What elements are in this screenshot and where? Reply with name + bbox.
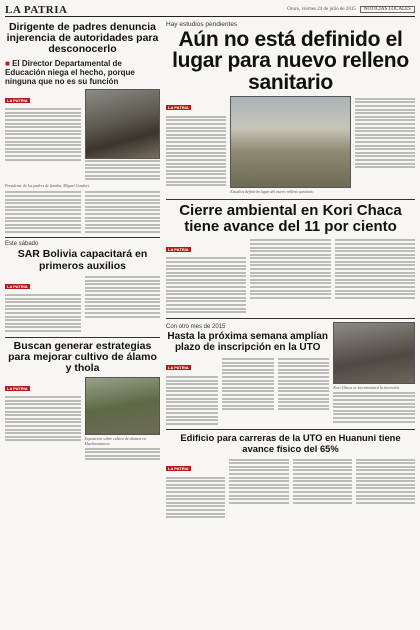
story-tag: LA PATRIA xyxy=(7,97,28,103)
right-column xyxy=(166,20,415,520)
body-text xyxy=(229,457,288,520)
story-deck: ■ El Director Departamental de Educación niega el hecho, porque ninguna que no es su función xyxy=(5,59,135,87)
story-tag: LA PATRIA xyxy=(7,385,28,391)
story-sar xyxy=(5,241,160,333)
story-edificio xyxy=(166,433,415,519)
story-headline: SAR Bolivia capacitará en primeros auxilios xyxy=(17,248,148,272)
story-photo xyxy=(230,96,351,188)
body-text xyxy=(5,190,81,235)
body-text xyxy=(356,457,415,520)
body-text xyxy=(85,190,161,235)
story-kori-chaca xyxy=(166,203,415,315)
photo-caption: Kori Chaca se incrementará la inversión. xyxy=(333,384,400,390)
uto-stories-block xyxy=(166,322,415,427)
story-alamo xyxy=(5,341,160,462)
story-tag: LA PATRIA xyxy=(168,246,189,252)
issue-date: Oruro, viernes 24 de julio de 2015 xyxy=(287,7,356,12)
body-text xyxy=(5,108,81,160)
body-text xyxy=(293,457,352,520)
page-header xyxy=(5,3,415,17)
story-photo xyxy=(333,322,415,384)
story-headline: Edificio para carreras de la UTO en Huanuni tiene avance físico del 65% xyxy=(180,432,401,454)
story-headline: Cierre ambiental en Kori Chaca tiene avance del 11 por ciento xyxy=(179,202,402,235)
photo-caption: Exposición sobre cultivo de álamos en Machacamarca. xyxy=(84,435,147,446)
body-text xyxy=(85,448,161,461)
left-column xyxy=(5,20,160,520)
story-tag: LA PATRIA xyxy=(168,105,189,111)
story-tag: LA PATRIA xyxy=(168,365,189,371)
photo-caption: Estudios definirán lugar del nuevo relleno sanitario. xyxy=(230,189,315,195)
body-text xyxy=(166,257,246,313)
story-padres xyxy=(5,20,160,234)
body-text xyxy=(166,477,225,519)
body-text xyxy=(355,96,415,196)
body-text xyxy=(166,116,226,186)
section-label: NOTICIAS LOCALES xyxy=(360,6,415,13)
body-text xyxy=(250,238,330,315)
story-headline: Hasta la próxima semana amplían plazo de inscripción en la UTO xyxy=(167,330,328,353)
story-relleno xyxy=(166,21,415,196)
newspaper-logo: LA PATRIA xyxy=(5,3,68,16)
body-text xyxy=(5,396,81,441)
body-text xyxy=(333,392,415,423)
story-kicker: Con otro mes de 2015 xyxy=(166,323,226,330)
story-headline: Buscan generar estrategias para mejorar cultivo de álamo y thola xyxy=(8,339,157,374)
body-text xyxy=(166,376,218,425)
story-tag: LA PATRIA xyxy=(168,466,189,471)
story-kicker: Este sábado xyxy=(5,241,39,248)
story-tag: LA PATRIA xyxy=(7,283,28,289)
story-headline: Aún no está definido el lugar para nuevo relleno sanitario xyxy=(172,28,409,94)
bullet-icon: ■ xyxy=(5,59,13,69)
body-text xyxy=(335,238,415,315)
body-text xyxy=(278,356,330,426)
body-text xyxy=(85,275,161,334)
story-headline: Dirigente de padres denuncia injerencia de autoridades para desconocerlo xyxy=(6,21,159,56)
story-photo xyxy=(85,89,161,159)
body-text xyxy=(222,356,274,426)
story-kicker: Hay estudios pendientes xyxy=(166,21,238,28)
story-photo xyxy=(85,377,161,435)
body-text xyxy=(85,160,161,180)
body-text xyxy=(5,294,81,332)
photo-caption: Presidente de los padres de familia, Miguel Condori. xyxy=(5,182,90,188)
